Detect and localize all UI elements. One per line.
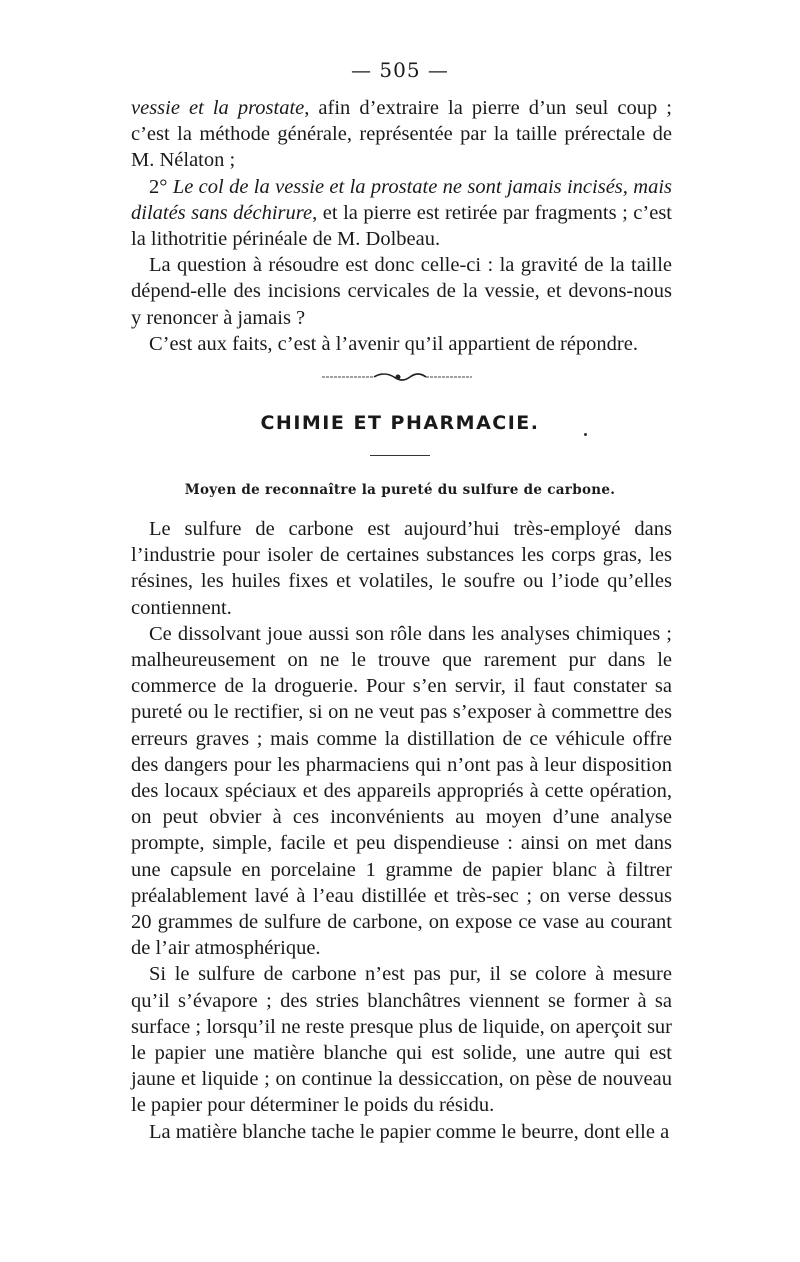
paragraph: Si le sulfure de carbone n’est pas pur, il se colore à mesure qu’il s’évapore ; des stries blanchâtres viennent se former à sa surface ; lorsqu’il ne reste presque plus de liquide, on aperçoit sur le papier une matière blanche qui est solide, une autre qui est jaune et liquide ; on continue la dessiccation, on pèse de nouveau le papier pour déterminer le poids du résidu.	[131, 963, 672, 1117]
paragraph: La matière blanche tache le papier comme le beurre, dont elle a	[149, 1120, 670, 1143]
paragraph: La question à résoudre est donc celle-ci : la gravité de la taille dépend-elle des incisions cervicales de la vessie, et devons-nous y renoncer à jamais ?	[131, 254, 672, 329]
section-heading: CHIMIE ET PHARMACIE.	[260, 412, 540, 434]
italic-phrase: vessie et la prostate	[131, 97, 305, 119]
paragraph-text: , et la pierre est retirée par fragments ; c’est la lithotritie périnéale de M. Dolbeau.	[131, 201, 672, 251]
italic-phrase: Le col de la vessie et la prostate ne sont jamais incisés, mais dilatés sans déchirure	[131, 175, 672, 224]
paragraph: C’est aux faits, c’est à l’avenir qu’il appartient de répondre.	[149, 332, 638, 355]
paragraph: Ce dissolvant joue aussi son rôle dans les analyses chimiques ; malheureusement on ne le trouve que rarement pur dans le commerce de la droguerie. Pour s’en servir, il faut constater sa pureté ou le rectifier, si on ne veut pas s’exposer à commettre des erreurs graves ; mais comme la distillation de ce véhicule offre des dangers pour les pharmaciens qui n’ont pas à leur disposition des locaux spéciaux et des appareils appropriés à cette opération, on peut obvier à ces inconvénients au moyen d’une analyse prompte, simple, facile et peu dispendieuse : ainsi on met dans une capsule en porcelaine 1 gramme de papier blanc à filtrer préalablement lavé à l’eau distillée et très-sec ; on verse dessus 20 grammes de sulfure de carbone, on expose ce vase au courant de l’air atmosphérique.	[131, 622, 672, 960]
article-title: Moyen de reconnaître la pureté du sulfure de carbone.	[184, 482, 616, 498]
paragraph	[131, 174, 672, 253]
paragraph-text: , afin d’extraire la pierre d’un seul coup ; c’est la méthode générale, représentée par la taille prérectale de M. Nélaton ;	[131, 97, 673, 172]
stray-mark	[584, 433, 587, 436]
short-rule	[370, 455, 430, 456]
list-number: 2°	[149, 175, 173, 198]
paragraph	[131, 95, 672, 174]
ornament-divider	[322, 370, 472, 384]
article-body	[131, 516, 672, 1145]
page-number: — 505 —	[351, 58, 449, 82]
paragraph: Le sulfure de carbone est aujourd’hui très-employé dans l’industrie pour isoler de certaines substances les corps gras, les résines, les huiles fixes et volatiles, le soufre ou l’iode qu’elles contiennent.	[131, 518, 672, 619]
intro-text	[131, 95, 672, 357]
